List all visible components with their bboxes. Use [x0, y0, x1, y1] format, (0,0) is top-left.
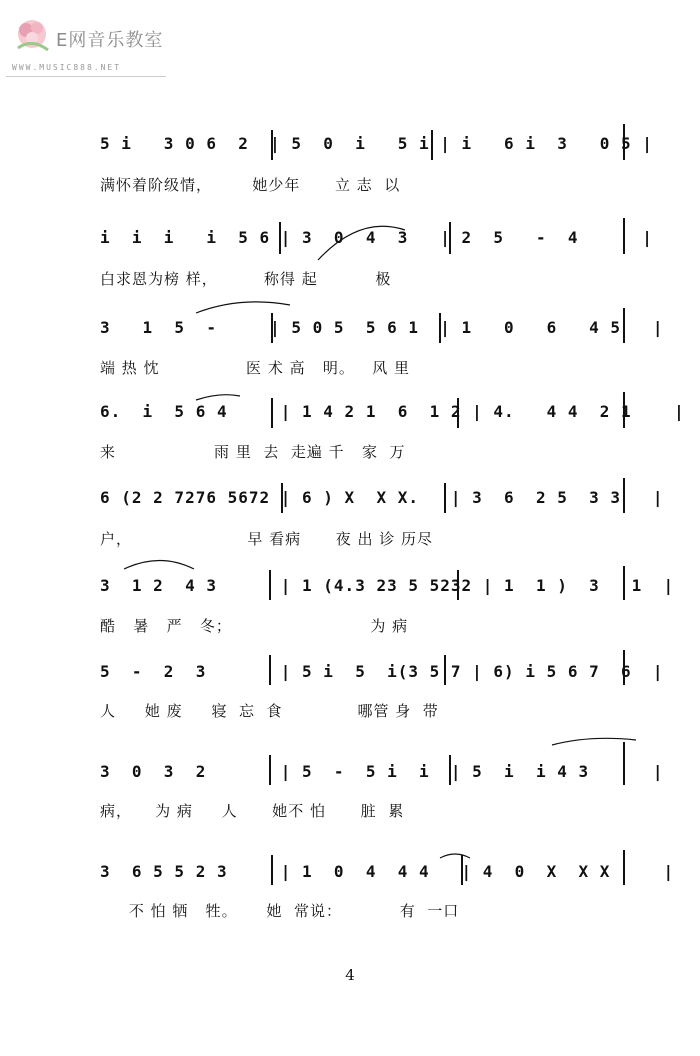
- lyric-line: 户， 早 看病 夜 出 诊 历尽: [100, 530, 434, 548]
- lyric-line: 酷 暑 严 冬； 为 病: [100, 617, 409, 635]
- notation-line: 3 1 5 - | 5 0 5 5 6 1 | 1 0 6 4 5 |: [100, 318, 664, 337]
- notation-line: i i i i 5 6 | 3 0 4 3 | 2 5 - 4 |: [100, 228, 653, 247]
- notation-line: 5 i 3 0 6 2 | 5 0 i 5 i | i 6 i 3 0 5 |: [100, 134, 653, 153]
- watermark-url: WWW.MUSIC888.NET: [12, 63, 122, 72]
- lyric-line: 人 她 废 寝 忘 食 哪管 身 带: [100, 702, 439, 720]
- lyric-line: 满怀着阶级情， 她少年 立 志 以: [100, 176, 401, 194]
- notation-line: 6 (2 2 7276 5672 | 6 ) X X X. | 3 6 2 5 3 3 |: [100, 488, 664, 507]
- lyric-line: 端 热 忱 医 术 高 明。 风 里: [100, 359, 410, 377]
- notation-line: 3 0 3 2 | 5 - 5 i i | 5 i i 4 3 |: [100, 762, 664, 781]
- notation-line: 3 1 2 4 3 | 1 (4.3 23 5 5232 | 1 1 ) 3 1 |: [100, 576, 675, 595]
- lyric-line: 白求恩为榜 样， 称得 起 极: [100, 270, 392, 288]
- lyric-line: 不 怕 牺 牲。 她 常说： 有 一口: [100, 902, 460, 920]
- lyric-line: 来 雨 里 去 走遍 千 家 万: [100, 443, 406, 461]
- notation-line: 6. i 5 6 4 | 1 4 2 1 6 1 2 | 4. 4 4 2 1 |: [100, 402, 685, 421]
- lyric-line: 病， 为 病 人 她不 怕 脏 累: [100, 802, 405, 820]
- notation-line: 5 - 2 3 | 5 i 5 i(3 5 7 | 6) i 5 6 7 6 |: [100, 662, 664, 681]
- watermark-title: E网音乐教室: [56, 30, 164, 51]
- page-number: 4: [345, 966, 355, 984]
- notation-line: 3 6 5 5 2 3 | 1 0 4 4 4 | 4 0 X X X |: [100, 862, 675, 881]
